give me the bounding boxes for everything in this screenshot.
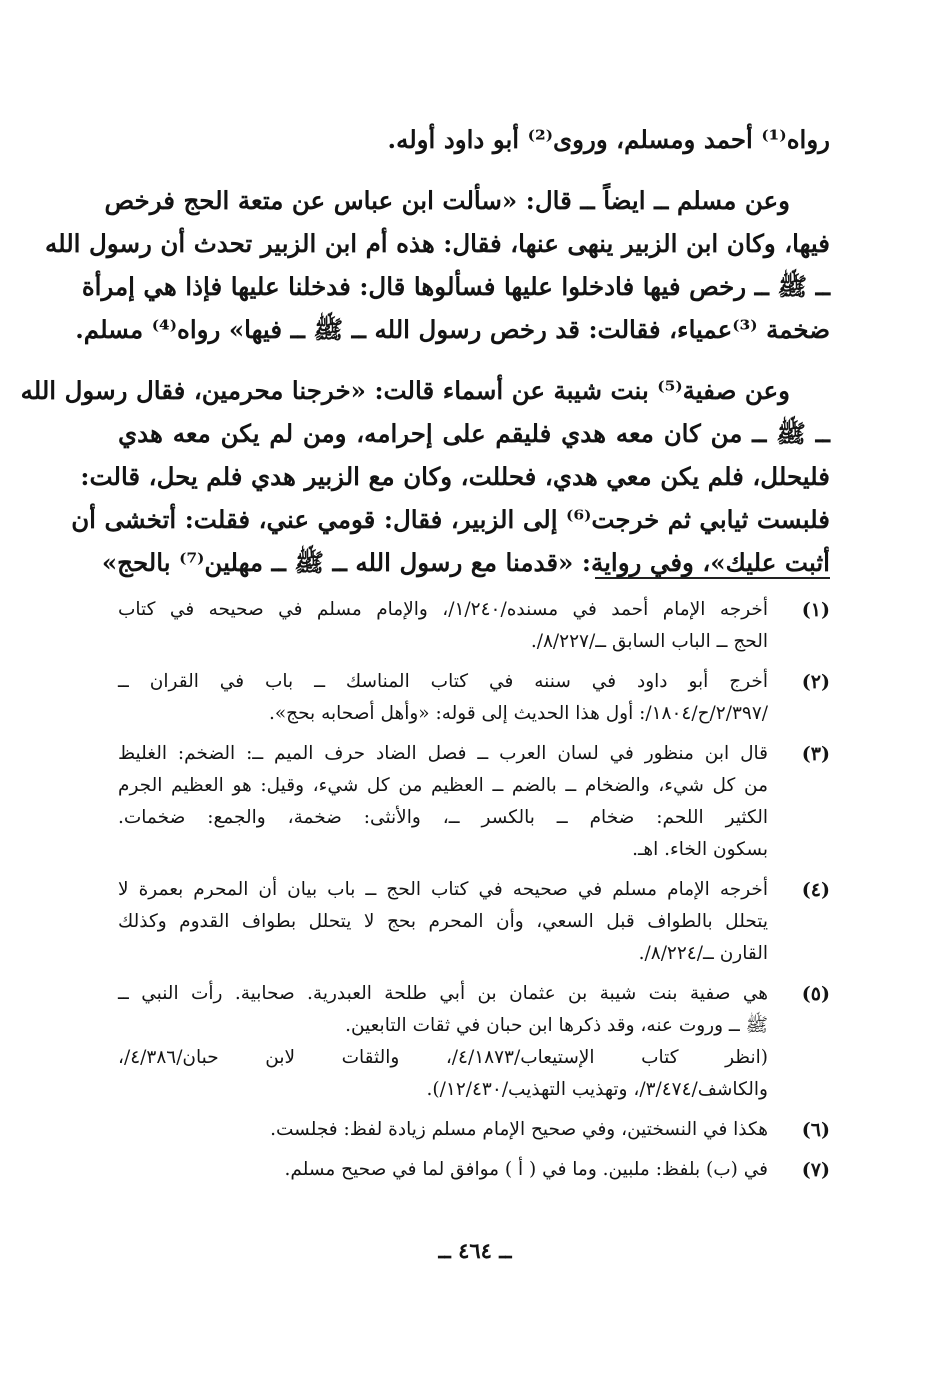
footnote-number: (٧) bbox=[801, 1159, 830, 1181]
footnote-7 bbox=[118, 1154, 830, 1186]
paragraph-line: وعن صفية⁽⁵⁾ بنت شيبة عن أسماء قالت: «خرجنا محرمين، فقال رسول الله bbox=[20, 376, 790, 405]
paragraph-line: ــ ﷺ ــ من كان معه هدي فليقم على إحرامه، ومن لم يكن معه هدي bbox=[118, 419, 830, 448]
footnote-6 bbox=[118, 1114, 830, 1146]
footnote-number: (٦) bbox=[801, 1119, 830, 1141]
footnote-number: (٣) bbox=[801, 743, 830, 765]
footnote-line: هكذا في النسختين، وفي صحيح الإمام مسلم زيادة لفظ: فجلست. bbox=[270, 1119, 768, 1140]
paragraph-3 bbox=[20, 369, 830, 584]
footnotes bbox=[118, 594, 830, 1194]
paragraph-line: فليحلل، فلم يكن معي هدي، فحللت، وكان مع الزبير هدي فلم يحل، قالت: bbox=[80, 462, 830, 491]
footnote-line: هي صفية بنت شيبة بن عثمان بن أبي طلحة العبدرية. صحابية. رأت النبي ــ bbox=[118, 983, 768, 1004]
footnote-line: القارن ــ/٨/٢٢٤/. bbox=[638, 943, 768, 964]
footnote-number: (٤) bbox=[801, 879, 830, 901]
footnote-1 bbox=[118, 594, 830, 658]
footnote-separator bbox=[595, 577, 830, 579]
footnote-line: ﷺ ــ وروت عنه، وقد ذكرها ابن حبان في ثقات التابعين. bbox=[345, 1015, 768, 1036]
footnote-line: أخرج أبو داود في سننه في كتاب المناسك ــ باب في القران ــ bbox=[118, 671, 768, 692]
paragraph-line: ــ ﷺ ــ رخص فيها فادخلوا عليها فسألوها قال: فدخلنا عليها فإذا هي إمرأة bbox=[81, 272, 830, 301]
main-text bbox=[20, 118, 830, 602]
footnote-line: والكاشف/٣/٤٧٤/، وتهذيب التهذيب/١٢/٤٣٠/). bbox=[426, 1079, 768, 1100]
footnote-number: (٥) bbox=[801, 983, 830, 1005]
footnote-line: أخرجه الإمام مسلم في صحيحه في كتاب الحج ــ باب بيان أن المحرم بعمرة لا bbox=[118, 879, 768, 900]
paragraph-line: رواه⁽¹⁾ أحمد ومسلم، وروى⁽²⁾ أبو داود أوله. bbox=[387, 125, 830, 154]
paragraph-line: فيها، وكان ابن الزبير ينهى عنها، فقال: هذه أم ابن الزبير تحدث أن رسول الله bbox=[44, 229, 830, 258]
footnote-line: من كل شيء، والضخام ــ بالضم ــ العظيم من كل شيء، وقيل: هو العظيم الجرم bbox=[118, 775, 768, 796]
footnote-5 bbox=[118, 978, 830, 1106]
footnote-line: يتحلل بالطواف قبل السعي، وأن المحرم بحج لا يتحلل بطواف القدوم وكذلك bbox=[118, 911, 768, 932]
footnote-line: (انظر كتاب الإستيعاب/٤/١٨٧٣/، والثقات لابن حبان/٤/٣٨٦/، bbox=[118, 1047, 768, 1068]
footnote-line: أخرجه الإمام أحمد في مسنده/١/٢٤٠/، والإمام مسلم في صحيحه في كتاب bbox=[118, 599, 768, 620]
footnote-line: قال ابن منظور في لسان العرب ــ فصل الضاد حرف الميم ــ: الضخم: الغليظ bbox=[118, 743, 768, 764]
page-number: ــ ٤٦٤ ــ bbox=[438, 1238, 512, 1263]
paragraph-line: ضخمة ⁽³⁾عمياء، فقالت: قد رخص رسول الله ــ ﷺ ــ فيها» رواه⁽⁴⁾ مسلم. bbox=[75, 315, 830, 344]
footnote-number: (٢) bbox=[801, 671, 830, 693]
footnote-line: بسكون الخاء. اهـ. bbox=[632, 839, 768, 860]
footnote-line: /٢/٣٩٧/ح/١٨٠٤/: أول هذا الحديث إلى قوله: «وأهل أصحابه بحج». bbox=[268, 703, 768, 724]
footnote-number: (١) bbox=[801, 599, 830, 621]
footnote-2 bbox=[118, 666, 830, 730]
footnote-line: في (ب) بلفظ: ملبين. وما في ( أ ) موافق لما في صحيح مسلم. bbox=[284, 1159, 768, 1180]
paragraph-line: وعن مسلم ــ ايضاً ــ قال: «سألت ابن عباس عن متعة الحج فرخص bbox=[104, 186, 790, 215]
footnote-line: الحج ــ الباب السابق ــ/٨/٢٢٧/. bbox=[530, 631, 768, 652]
footnote-4 bbox=[118, 874, 830, 970]
paragraph-line: أثبت عليك»، وفي رواية: «قدمنا مع رسول الله ــ ﷺ ــ مهلين⁽⁷⁾ بالحج» bbox=[101, 548, 830, 577]
footnote-line: الكثير اللحم: ضخام ــ بالكسر ــ، والأنثى: ضخمة، والجمع: ضخمات. bbox=[118, 807, 768, 828]
paragraph-line: فلبست ثيابي ثم خرجت⁽⁶⁾ إلى الزبير، فقال: قومي عني، فقلت: أتخشى أن bbox=[71, 505, 830, 534]
paragraph-2 bbox=[44, 179, 830, 351]
paragraph-1 bbox=[118, 118, 830, 161]
footnote-3 bbox=[118, 738, 830, 866]
